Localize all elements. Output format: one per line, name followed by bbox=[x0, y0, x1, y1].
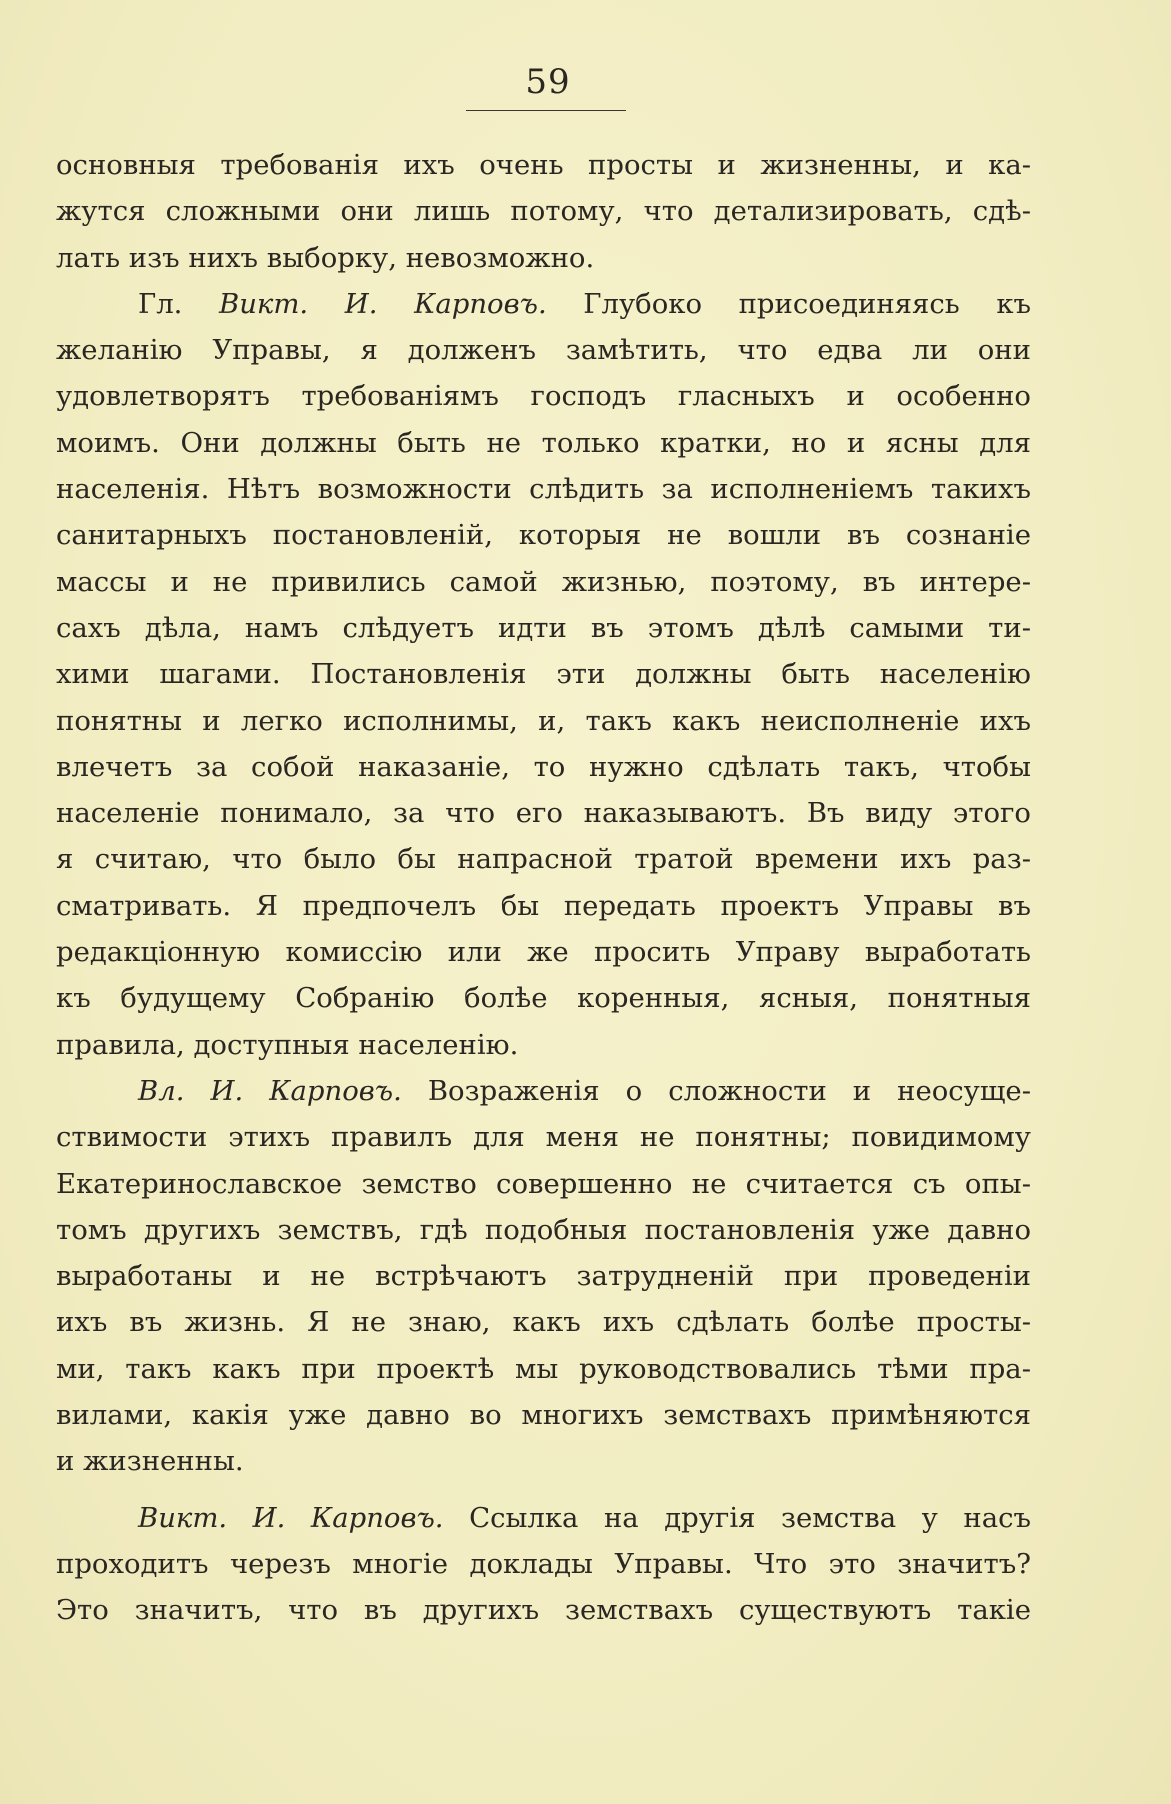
text-line bbox=[56, 327, 1031, 373]
text-line bbox=[56, 975, 1031, 1021]
text-line bbox=[56, 420, 1031, 466]
speaker-name: Викт. И. Карповъ. bbox=[138, 1501, 444, 1534]
text-line bbox=[56, 1068, 1031, 1114]
text-line bbox=[56, 1392, 1031, 1438]
text-line bbox=[56, 1495, 1031, 1541]
line-text: я считаю, что было бы напрасной тратой времени ихъ раз- bbox=[56, 843, 1031, 876]
line-text: хими шагами. Постановленія эти должны быть населенію bbox=[56, 658, 1031, 691]
speaker-name: Викт. И. Карповъ. bbox=[219, 287, 547, 320]
text-line bbox=[56, 281, 1031, 327]
line-text: удовлетворятъ требованіямъ господъ гласныхъ и особенно bbox=[56, 380, 1031, 413]
line-text: вилами, какія уже давно во многихъ земствахъ примѣняются bbox=[56, 1399, 1031, 1432]
text-line bbox=[56, 373, 1031, 419]
line-text: желанію Управы, я долженъ замѣтить, что едва ли они bbox=[56, 334, 1031, 367]
text-line bbox=[56, 883, 1031, 929]
speaker-name: Вл. И. Карповъ. bbox=[138, 1074, 402, 1107]
text-line bbox=[56, 929, 1031, 975]
line-text: редакціонную комиссію или же просить Управу выработать bbox=[56, 936, 1031, 969]
line-text: сматривать. Я предпочелъ бы передать проектъ Управы въ bbox=[56, 889, 1031, 922]
line-text: понятны и легко исполнимы, и, такъ какъ неисполненіе ихъ bbox=[56, 704, 1031, 737]
text-line bbox=[56, 1541, 1031, 1587]
line-text: сахъ дѣла, намъ слѣдуетъ идти въ этомъ дѣлѣ самыми ти- bbox=[56, 611, 1031, 644]
line-text: томъ другихъ земствъ, гдѣ подобныя постановленія уже давно bbox=[56, 1213, 1031, 1246]
line-text: проходитъ черезъ многіе доклады Управы. Что это значитъ? bbox=[56, 1547, 1031, 1580]
text-line bbox=[56, 744, 1031, 790]
text-line bbox=[56, 698, 1031, 744]
text-line bbox=[56, 1161, 1031, 1207]
line-text: выработаны и не встрѣчаютъ затрудненій при проведеніи bbox=[56, 1260, 1031, 1293]
text-line bbox=[56, 142, 1031, 188]
text-line bbox=[56, 1114, 1031, 1160]
text-line bbox=[56, 188, 1031, 234]
line-text: правила, доступныя населенію. bbox=[56, 1028, 519, 1061]
line-text: къ будущему Собранію болѣе коренныя, ясныя, понятныя bbox=[56, 982, 1031, 1015]
line-text: основныя требованія ихъ очень просты и жизненны, и ка- bbox=[56, 149, 1031, 181]
line-text: Глубоко присоединяясь къ bbox=[546, 287, 1031, 320]
line-text: Возраженія о сложности и неосуще- bbox=[401, 1074, 1031, 1107]
line-text: Ссылка на другія земства у насъ bbox=[443, 1501, 1031, 1534]
speaker-prefix: Гл. bbox=[138, 287, 220, 320]
text-line bbox=[56, 1438, 1031, 1484]
line-text: Екатеринославское земство совершенно не считается съ опы- bbox=[56, 1167, 1031, 1200]
text-line bbox=[56, 466, 1031, 512]
page-number: 59 bbox=[525, 62, 571, 102]
line-text: и жизненны. bbox=[56, 1445, 244, 1478]
text-line bbox=[56, 235, 1031, 281]
text-line bbox=[56, 1587, 1031, 1633]
line-text: ми, такъ какъ при проектѣ мы руководствовались тѣми пра- bbox=[56, 1352, 1031, 1385]
text-line bbox=[56, 1346, 1031, 1392]
text-line bbox=[56, 559, 1031, 605]
text-line bbox=[56, 1207, 1031, 1253]
line-text: ствимости этихъ правилъ для меня не понятны; повидимому bbox=[56, 1121, 1031, 1154]
line-text: населенія. Нѣтъ возможности слѣдить за исполненіемъ такихъ bbox=[56, 473, 1031, 506]
line-text: населеніе понимало, за что его наказываютъ. Въ виду этого bbox=[56, 797, 1031, 830]
line-text: Это значитъ, что въ другихъ земствахъ существуютъ такіе bbox=[56, 1594, 1031, 1627]
text-line bbox=[56, 1299, 1031, 1345]
text-line bbox=[56, 605, 1031, 651]
text-line bbox=[56, 836, 1031, 882]
line-text: моимъ. Они должны быть не только кратки, но и ясны для bbox=[56, 426, 1031, 459]
text-line bbox=[56, 512, 1031, 558]
text-line bbox=[56, 1022, 1031, 1068]
line-text: санитарныхъ постановленій, которыя не вошли въ сознаніе bbox=[56, 519, 1031, 552]
line-text: жутся сложными они лишь потому, что детализировать, сдѣ- bbox=[56, 195, 1031, 228]
line-text: массы и не привились самой жизнью, поэтому, въ интере- bbox=[56, 565, 1031, 598]
header-rule bbox=[466, 110, 626, 111]
text-line bbox=[56, 651, 1031, 697]
text-line bbox=[56, 790, 1031, 836]
line-text: лать изъ нихъ выборку, невозможно. bbox=[56, 241, 595, 274]
line-text: ихъ въ жизнь. Я не знаю, какъ ихъ сдѣлать болѣе просты- bbox=[56, 1306, 1031, 1339]
line-text: влечетъ за собой наказаніе, то нужно сдѣлать такъ, чтобы bbox=[56, 750, 1031, 783]
body-text bbox=[56, 142, 1031, 1634]
text-line bbox=[56, 1253, 1031, 1299]
